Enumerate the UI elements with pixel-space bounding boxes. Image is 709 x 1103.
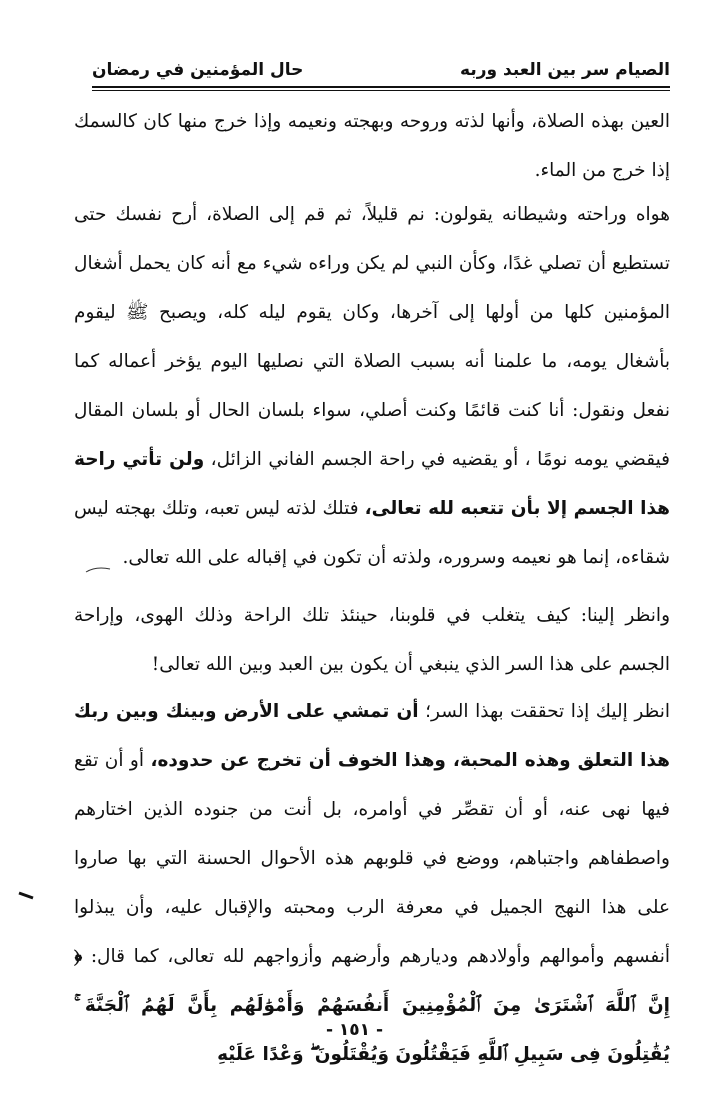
paragraph-run: فتلك لذته ليس تعبه، وتلك بهجته ليس شقاءه، إنما هو نعيمه وسروره، ولذته أن تكون في إقباله على الله تعالى. — [74, 498, 670, 568]
paragraph-run: انظر إليك إذا تحققت بهذا السر؛ — [418, 701, 670, 722]
bold-emphasis: ولن تأتي راحة هذا الجسم إلا بأن تتعبه لله تعالى، — [74, 449, 670, 519]
paragraph-run: هواه وراحته وشيطانه يقولون: نم قليلاً، ثم قم إلى الصلاة، أرح نفسك حتى تستطيع أن تصلي غدًا، وكأن النبي لم يكن وراءه شيء مع أنه كان يحمل أشغال المؤمنين كلها من أولها إلى آخرها، وكان يقوم ليله كله، ويصبح ﷺ ليقوم بأشغال يومه، ما علمنا أنه بسبب الصلاة التي نصليها اليوم يؤخر أعماله كما نفعل ونقول: أنا كنت قائمًا وكنت أصلي، سواء بلسان الحال أو بلسان المقال فيقضي يومه نومًا ، أو يقضيه في راحة الجسم الفاني الزائل، — [74, 204, 671, 470]
margin-tick-mark — [84, 566, 112, 574]
page-number: - ١٥١ - — [325, 1020, 384, 1040]
paragraph-text: وانظر إلينا: كيف يتغلب في قلوبنا، حينئذ تلك الراحة وذلك الهوى، وإراحة الجسم على هذا السر الذي ينبغي أن يكون بين العبد وبين الله تعالى! — [74, 605, 670, 675]
running-header — [92, 60, 670, 100]
bold-emphasis: أن تمشي على الأرض وبينك وبين ربك هذا التعلق وهذه المحبة، وهذا الخوف أن تخرج عن حدوده، — [74, 701, 670, 771]
section-title: حال المؤمنين في رمضان — [92, 60, 304, 80]
header-rule — [92, 86, 670, 88]
paragraph-1 — [74, 97, 670, 195]
book-title: الصيام سر بين العبد وربه — [460, 60, 670, 80]
paragraph-2 — [74, 190, 670, 582]
quran-verse: ﴿ إِنَّ ٱللَّهَ ٱشْتَرَىٰ مِنَ ٱلْمُؤْمِنِينَ أَنفُسَهُمْ وَأَمْوَٰلَهُم بِأَنَّ لَهُمُ ٱلْجَنَّةَ ۚ يُقَٰتِلُونَ فِى سَبِيلِ ٱللَّهِ فَيَقْتُلُونَ وَيُقْتَلُونَ ۖ وَعْدًا عَلَيْهِ — [74, 946, 670, 1065]
margin-ink-mark — [18, 890, 34, 900]
paragraph-3 — [74, 591, 670, 689]
paragraph-run: أو أن تقع فيها نهى عنه، أو أن تقصِّر في أوامره، بل أنت من جنوده الذين اختارهم واصطفاهم واجتباهم، ووضع في قلوبهم هذه الأحوال الحسنة التي بها صاروا على هذا النهج الجميل في معرفة الرب ومحبته والإقبال عليه، وأن يبذلوا أنفسهم وأموالهم وأولادهم وديارهم وأرضهم وأزواجهم لله تعالى، كما قال: — [74, 750, 670, 967]
paragraph-text — [74, 190, 670, 582]
header-rule-thin — [92, 90, 670, 91]
paragraph-text: العين بهذه الصلاة، وأنها لذته وروحه وبهجته ونعيمه وإذا خرج منها كان كالسمك إذا خرج من الماء. — [74, 111, 670, 181]
